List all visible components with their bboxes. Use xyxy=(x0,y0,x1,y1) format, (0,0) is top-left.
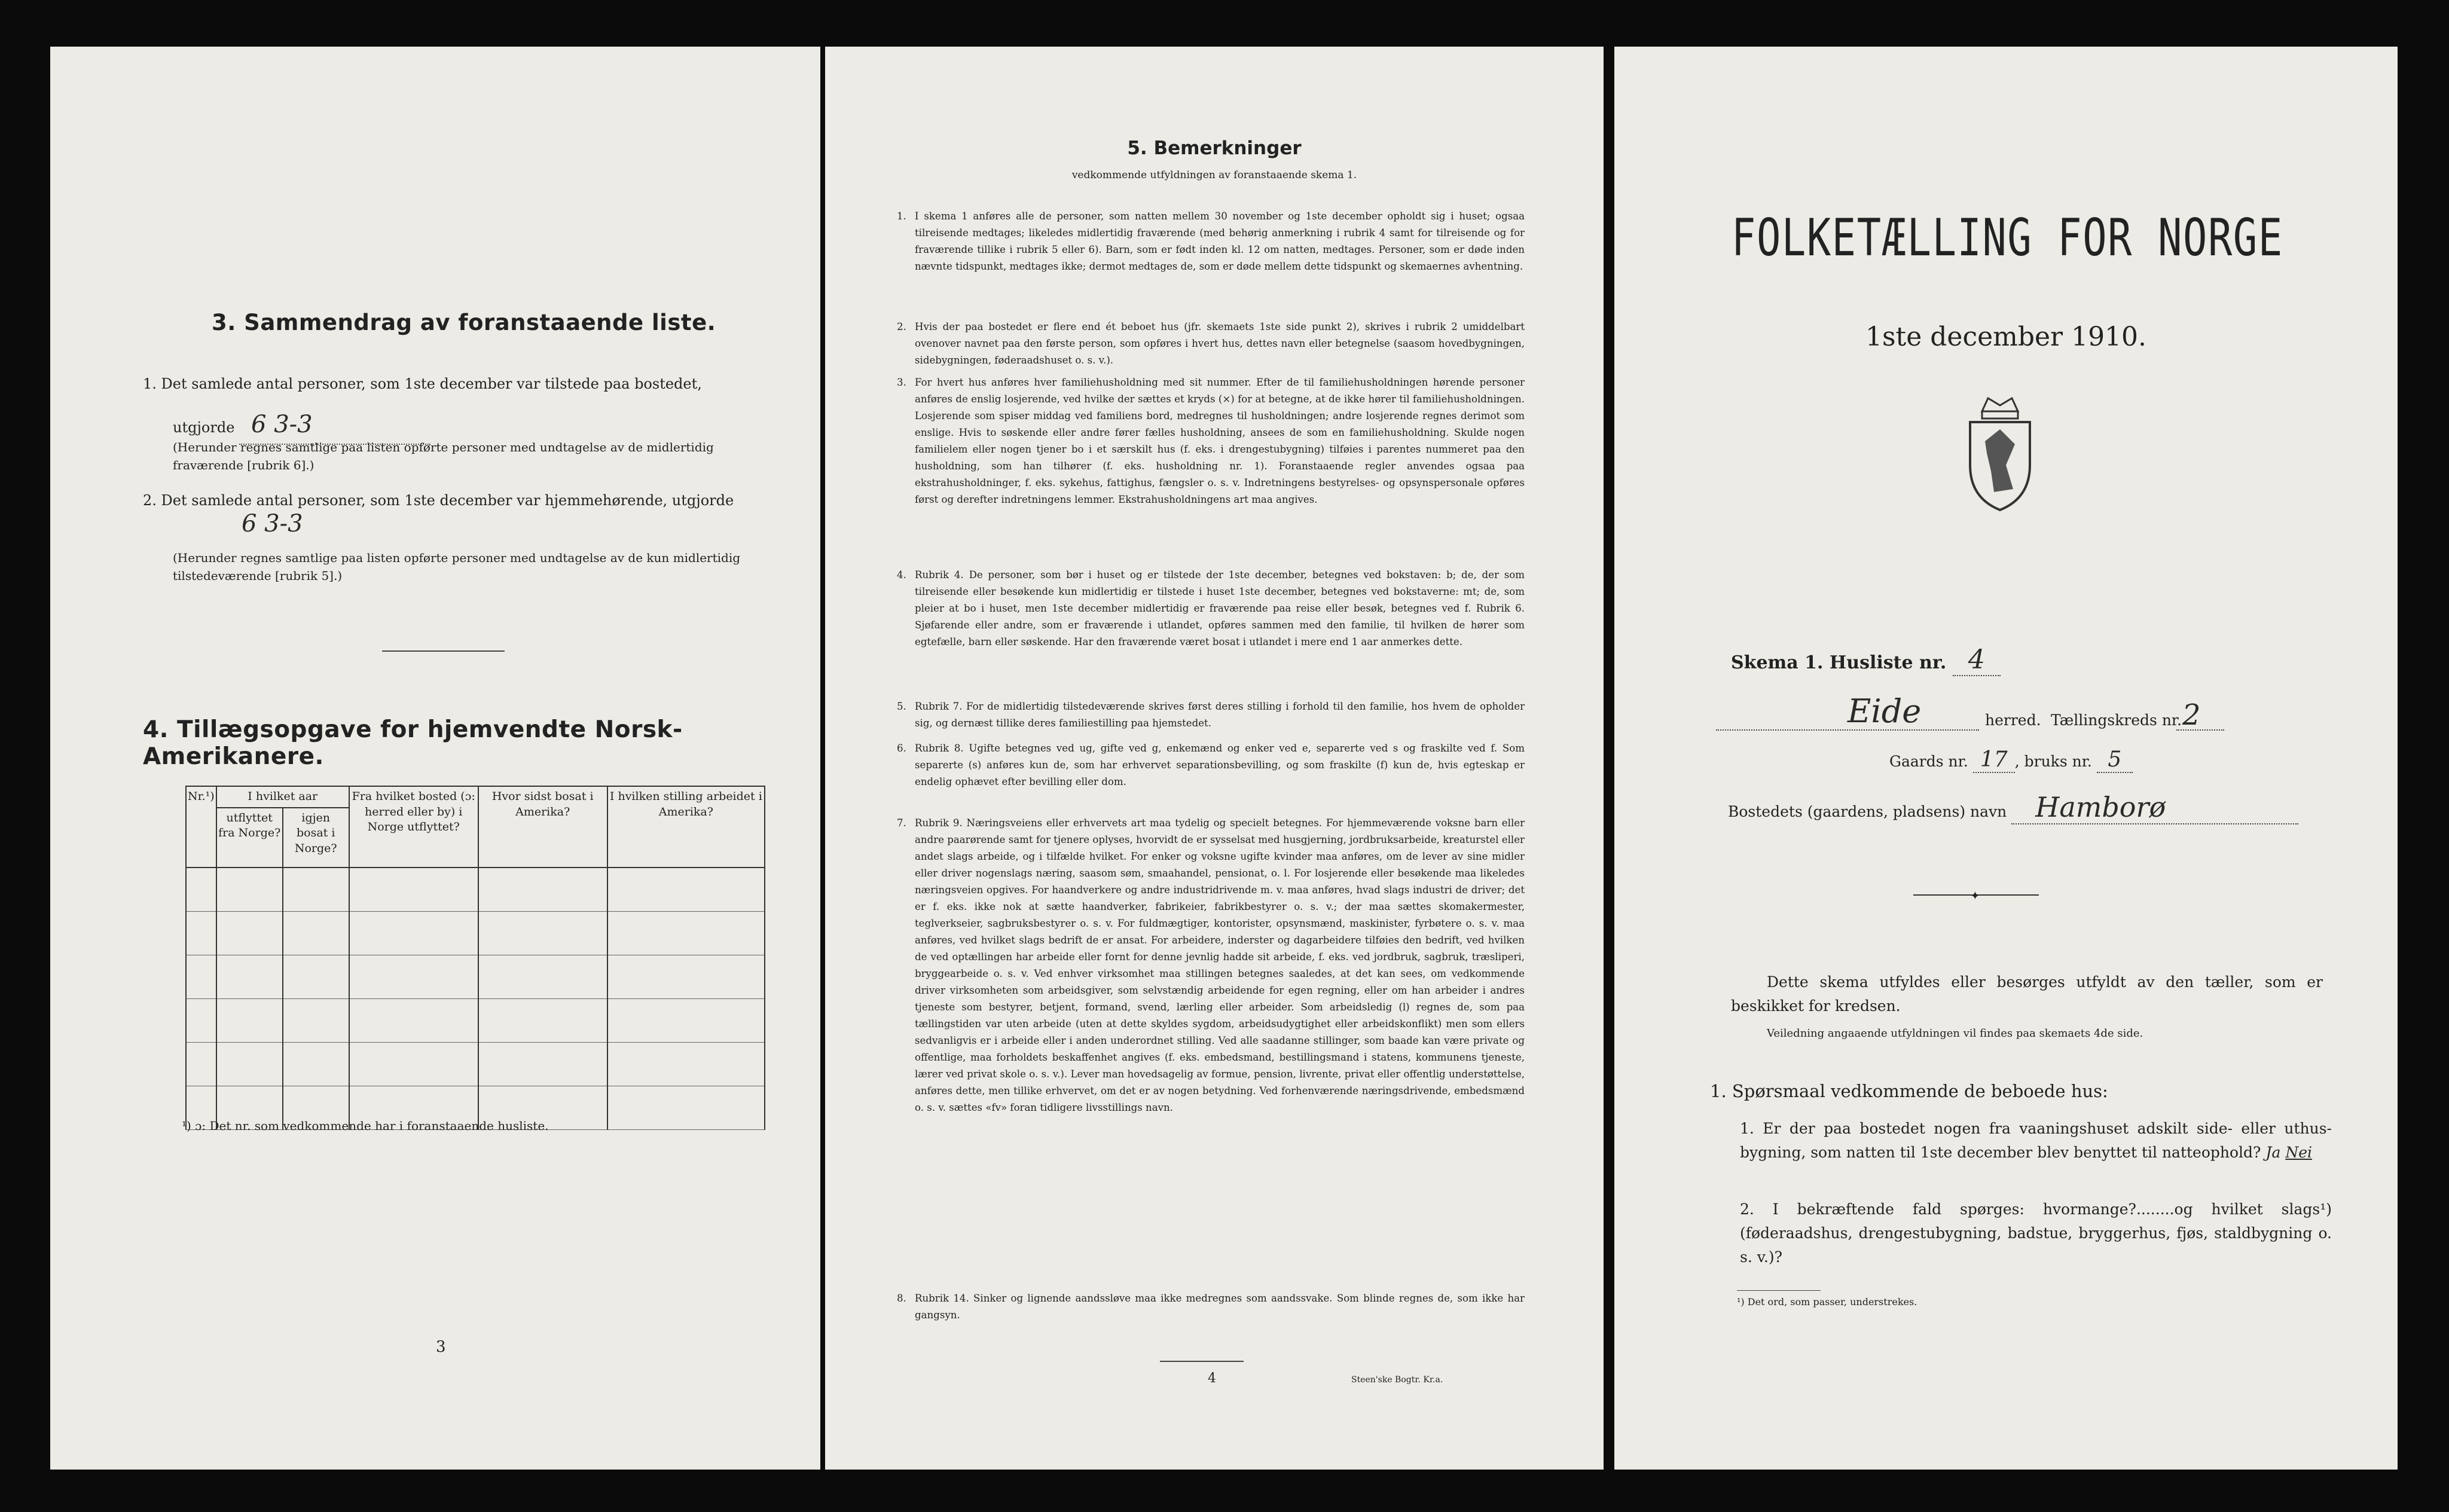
herred-line xyxy=(1716,692,2314,734)
item2-note: (Herunder regnes samtlige paa listen opførte personer med undtagelse av de kun midlertidig tilstedeværende [rubrik 5].) xyxy=(173,551,741,583)
taellingskreds-value[interactable]: 2 xyxy=(2182,698,2201,732)
bosted-line xyxy=(1728,791,2298,824)
gaards-line: Gaards nr. 17 , bruks nr. 5 xyxy=(1889,747,2133,773)
guidance: Veiledning angaaende utfyldningen vil findes paa skemaets 4de side. xyxy=(1767,1027,2143,1040)
footnote: ¹) ɔ: Det nr. som vedkommende har i foranstaaende husliste. xyxy=(182,1119,549,1133)
col-nr: Nr.¹) xyxy=(186,786,216,868)
col-fra-bosted: Fra hvilket bosted (ɔ: herred eller by) i Norge utflyttet? xyxy=(349,786,478,868)
page-left xyxy=(50,47,820,1470)
census-title: FOLKETÆLLING FOR NORGE xyxy=(1732,208,2283,268)
herred-field xyxy=(1716,729,1979,731)
bruks-value[interactable]: 5 xyxy=(2097,747,2133,773)
item1-utgjorde-label: utgjorde xyxy=(173,419,235,436)
gaards-value[interactable]: 17 xyxy=(1973,747,2015,773)
tillaeg-table xyxy=(185,786,765,1130)
question-title: 1. Spørsmaal vedkommende de beboede hus: xyxy=(1710,1081,2108,1101)
ornament-icon: ✦ xyxy=(1970,888,1980,903)
gaards-label: Gaards nr. xyxy=(1889,753,1968,770)
herred-label: herred. xyxy=(1985,711,2041,729)
remark-3: 3. For hvert hus anføres hver familiehusholdning med sit nummer. Efter de til familiehusholdningen hørende personer anføres de enslig losjerende, ved hvilke der sættes et kryds (×) for at betegne, at de ikke hører til familiehusholdningen. Losjerende som spiser middag ved familiens bord, medregnes til husholdningen; andre losjerende regnes derimot som enslige. Hvis to søskende eller andre fører fælles husholdning, ansees de som en familiehusholdning. Skulde nogen familielem eller nogen tjener bo i et særskilt hus (f. eks. i drengestubygning) tilføies i parentes nummeret paa den husholdning, som han tilhører (f. eks. husholdning nr. 1). Foranstaaende regler anvendes ogsaa paa ekstrahusholdninger, f. eks. sykehus, fattighus, fængsler o. s. v. Indretningens bestyrelses- og opsynspersonale opføres først og derefter indretningens lemmer. Ekstrahusholdningens art maa angives. xyxy=(897,377,1525,505)
section3-title: 3. Sammendrag av foranstaaende liste. xyxy=(212,310,716,335)
remark-4: 4. Rubrik 4. De personer, som bør i huset og er tilstede der 1ste december, betegnes ved bokstaven: b; de, der som tilreisende eller besøkende kun midlertidig er tilstede i huset 1ste december, betegnes ved bokstaverne: mt; de, som pleier at bo i huset, men 1ste december midlertidig er fraværende paa reise eller besøk, betegnes ved f. Rubrik 6. Sjøfarende eller andre, som er fraværende i utlandet, opføres sammen med den familie, til hvilken de hører som egtefælle, barn eller søskende. Har den fraværende været bosat i utlandet i mere end 1 aar anmerkes dette. xyxy=(897,569,1525,647)
bosted-value[interactable]: Hamborø xyxy=(2011,791,2298,824)
answer-ja: Ja xyxy=(2265,1144,2281,1161)
census-date: 1ste december 1910. xyxy=(1865,322,2147,352)
skema-line xyxy=(1731,644,2001,676)
divider xyxy=(1160,1361,1244,1362)
table-row xyxy=(186,955,765,998)
footnote: ¹) Det ord, som passer, understrekes. xyxy=(1737,1296,1917,1308)
remark-7: 7. Rubrik 9. Næringsveiens eller erhvervets art maa tydelig og specielt betegnes. For hjemmeværende voksne barn eller andre paarørende samt for tjenere oplyses, hvorvidt de er sysselsat med husgjerning, jordbruksarbeide, kreaturstel eller andet slags arbeide, og i tilfælde hvilket. For enker og voksne ugifte kvinder maa anføres, om de lever av sine midler eller driver nogenslags næring, saasom søm, smaahandel, pensionat, o. l. For losjerende eller besøkende maa likeledes næringsveien opgives. For haandverkere og andre industridrivende m. v. maa anføres, hvad slags industri de driver; det er f. eks. ikke nok at sætte haandverker, fabrikeier, fabrikbestyrer o. s. v.; der maa sættes skomakermester, teglverkseier, sagbruksbestyrer o. s. v. For fuldmægtiger, kontorister, opsynsmænd, maskinister, fyrbøtere o. s. v. maa anføres, ved hvilket slags bedrift de er ansat. For arbeidere, inderster og dagarbeidere tilføies den bedrift, ved hvilken de ved optællingen har arbeide eller fornt for denne jevnlig hadde sit arbeide, f. eks. ved jordbruk, sagbruk, træsliperi, bryggearbeide o. s. v. Ved enhver virksomhet maa stillingen betegnes saaledes, at det kan sees, om vedkommende driver virksomheten som arbeidsgiver, som selvstændig arbeidende for egen regning, eller om han arbeider i andres tjeneste som bestyrer, betjent, formand, svend, lærling eller arbeider. Som arbeidsledig (l) regnes de, som paa tællingstiden var uten arbeide (uten at dette skyldes sygdom, arbeidsudygtighet eller arbeidskonflikt) men som ellers sedvanligvis er i arbeide eller i anden underordnet stilling. Ved alle saadanne stillinger, som baade kan være private og offentlige, maa forholdets beskaffenhet angives (f. eks. embedsmand, bestillingsmand i statens, kommunens tjeneste, lærer ved privat skole o. s. v.). Lever man hovedsagelig av formue, pension, livrente, privat eller offentlig understøttelse, anføres dette, men tillike erhvervet, om det er av nogen betydning. Ved forhenværende næringsdrivende, embedsmænd o. s. v. sættes «fv» foran tidligere livsstillings navn. xyxy=(897,817,1525,1113)
item1-text: 1. Det samlede antal personer, som 1ste december var tilstede paa bostedet, xyxy=(143,375,702,392)
bosted-label: Bostedets (gaardens, pladsens) navn xyxy=(1728,803,2007,820)
divider xyxy=(382,650,505,652)
table-row xyxy=(186,1042,765,1086)
table-row xyxy=(186,911,765,955)
footnote-rule xyxy=(1737,1290,1821,1291)
coat-of-arms xyxy=(1958,393,2042,515)
question-2: 2. I bekræftende fald spørges: hvormange?........og hvilket slags¹) (føderaadshus, drengestubygning, badstue, bryggerhus, fjøs, staldbygning o. s. v.)? xyxy=(1740,1201,2332,1266)
col-igjen: igjen bosat i Norge? xyxy=(283,808,349,868)
col-aar: I hvilket aar xyxy=(216,786,349,808)
col-utflyttet: utflyttet fra Norge? xyxy=(216,808,283,868)
question-1 xyxy=(1740,1117,2332,1165)
remark-8: 8. Rubrik 14. Sinker og lignende aandssløve maa ikke medregnes som aandssvake. Som blinde regnes de, som ikke har gangsyn. xyxy=(897,1293,1525,1321)
herred-value[interactable]: Eide xyxy=(1848,692,1922,730)
skema-label: Skema 1. Husliste nr. xyxy=(1731,652,1947,673)
remark-1: 1. I skema 1 anføres alle de personer, som natten mellem 30 november og 1ste december opholdt sig i huset; ogsaa tilreisende medtages; likeledes midlertidig fraværende (med behørig anmerkning i rubrik 4 samt for tilreisende og for fraværende tillike i rubrik 5 eller 6). Barn, som er født inden kl. 12 om natten, medtages. Personer, som er døde inden nævnte tidspunkt, medtages ikke; dermot medtages de, som er døde mellem dette tidspunkt og skemaernes avhentning. xyxy=(897,210,1525,272)
bruks-label: bruks nr. xyxy=(2024,753,2092,770)
printer-mark: Steen'ske Bogtr. Kr.a. xyxy=(1351,1375,1443,1385)
section4-title: 4. Tillægsopgave for hjemvendte Norsk-Amerikanere. xyxy=(143,716,683,770)
item2-value[interactable]: 6 3-3 xyxy=(242,510,303,537)
col-stilling: I hvilken stilling arbeidet i Amerika? xyxy=(607,786,765,868)
page-middle xyxy=(825,47,1604,1470)
page-number: 4 xyxy=(1208,1371,1216,1386)
page-number: 3 xyxy=(436,1338,446,1356)
remark-6: 6. Rubrik 8. Ugifte betegnes ved ug, gifte ved g, enkemænd og enker ved e, separerte ved s og fraskilte ved f. Som separerte (s) anføres kun de, som har erhvervet separationsbevilling, og som fraskilte (f) kun de, hvis egteskap er endelig ophævet efter bevilling eller dom. xyxy=(897,743,1525,787)
page-right xyxy=(1614,47,2398,1470)
remarks-title: 5. Bemerkninger xyxy=(1127,138,1302,159)
remarks-subtitle: vedkommende utfyldningen av foranstaaende skema 1. xyxy=(1071,169,1357,181)
taellingskreds-label: Tællingskreds nr. xyxy=(2051,711,2182,729)
remark-2: 2. Hvis der paa bostedet er flere end ét beboet hus (jfr. skemaets 1ste side punkt 2), skrives i rubrik 2 umiddelbart ovenover navnet paa den første person, som opføres i hvert hus, dettes navn eller betegnelse (saasom hovedbygningen, sidebygningen, føderaadshuset o. s. v.). xyxy=(897,321,1525,366)
col-bosat-amerika: Hvor sidst bosat i Amerika? xyxy=(478,786,607,868)
answer-nei[interactable]: Nei xyxy=(2285,1144,2312,1161)
table-row xyxy=(186,998,765,1042)
husliste-nr[interactable]: 4 xyxy=(1953,644,2001,676)
question-1-text: 1. Er der paa bostedet nogen fra vaaningshuset adskilt side- eller uthus-bygning, som natten til 1ste december blev benyttet til natteophold? xyxy=(1740,1120,2332,1161)
item1-value[interactable]: 6 3-3 xyxy=(239,405,430,445)
table-row xyxy=(186,868,765,912)
remark-5: 5. Rubrik 7. For de midlertidig tilstedeværende skrives først deres stilling i forhold til den familie, hos hvem de opholder sig, og dernæst tillike deres familiestilling paa hjemstedet. xyxy=(897,701,1525,729)
taellingskreds-field xyxy=(2176,729,2224,731)
item2-text: 2. Det samlede antal personer, som 1ste december var hjemmehørende, utgjorde xyxy=(143,492,734,509)
instruction: Dette skema utfyldes eller besørges utfyldt av den tæller, som er beskikket for kredsen. xyxy=(1731,973,2323,1015)
item1-note: (Herunder regnes samtlige paa listen opførte personer med undtagelse av de midlertidig fraværende [rubrik 6].) xyxy=(173,440,714,472)
